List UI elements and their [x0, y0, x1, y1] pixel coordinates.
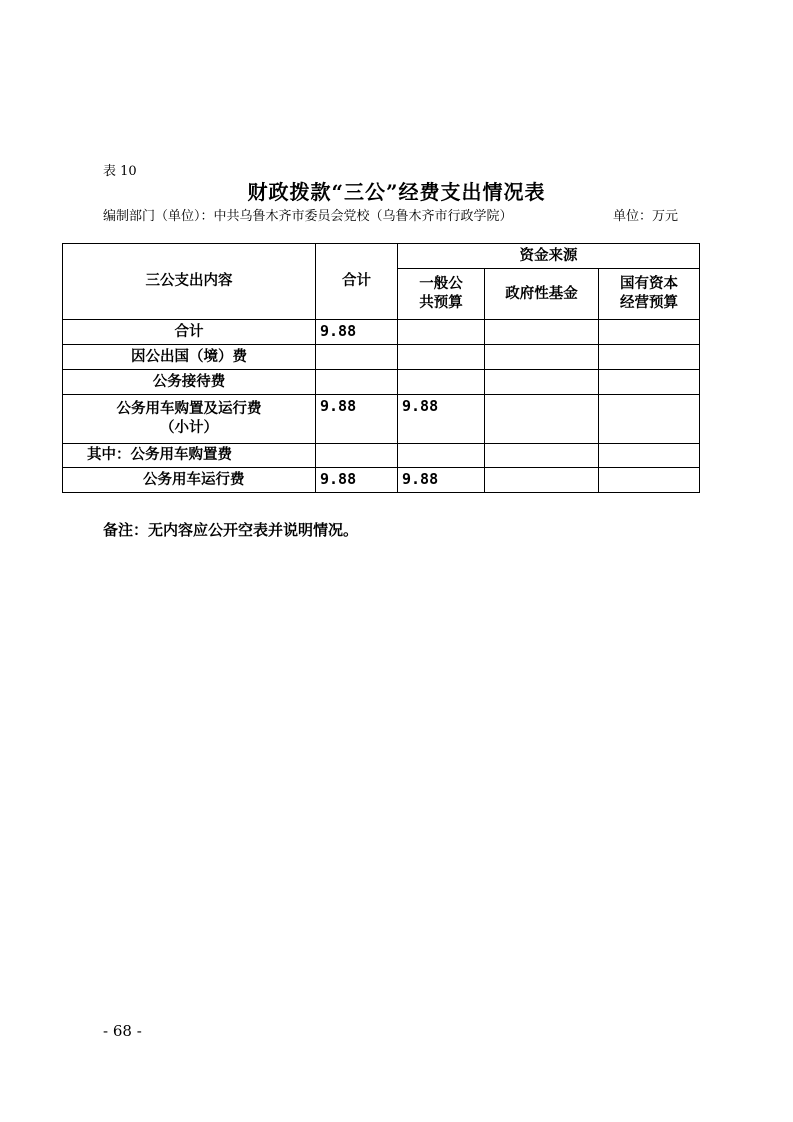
header-item: 三公支出内容 [63, 244, 316, 320]
row-total [316, 444, 398, 468]
row-label: 公务接待费 [63, 370, 316, 395]
header-general-line-2: 共预算 [419, 295, 463, 311]
header-general-line-1: 一般公 [419, 276, 463, 292]
row-fund [485, 345, 599, 370]
row-fund [485, 320, 599, 345]
header-state-line-2: 经营预算 [620, 295, 678, 311]
row-fund [485, 370, 599, 395]
row-general [398, 345, 485, 370]
row-general [398, 320, 485, 345]
row-label: 因公出国（境）费 [63, 345, 316, 370]
row-label: 其中：公务用车购置费 [63, 444, 316, 468]
row-general: 9.88 [398, 395, 485, 444]
row-fund [485, 468, 599, 493]
page-number: - 68 - [103, 1022, 142, 1040]
compiler-label: 编制部门（单位）：中共乌鲁木齐市委员会党校（乌鲁木齐市行政学院） [103, 209, 513, 224]
row-total: 9.88 [316, 320, 398, 345]
row-state [599, 345, 700, 370]
row-state [599, 395, 700, 444]
row-label: 合计 [63, 320, 316, 345]
table-row [63, 444, 700, 468]
row-general [398, 444, 485, 468]
row-label: 公务用车运行费 [63, 468, 316, 493]
table-row [63, 320, 700, 345]
row-state [599, 444, 700, 468]
row-total: 9.88 [316, 395, 398, 444]
header-total: 合计 [316, 244, 398, 320]
table-row [63, 370, 700, 395]
row-fund [485, 395, 599, 444]
unit-label: 单位：万元 [612, 209, 678, 224]
row-state [599, 320, 700, 345]
table-row [63, 345, 700, 370]
header-state-capital [599, 269, 700, 320]
row-total: 9.88 [316, 468, 398, 493]
expenditure-table [62, 243, 700, 493]
row-state [599, 370, 700, 395]
page-title: 财政拨款“三公”经费支出情况表 [247, 180, 546, 204]
row-state [599, 468, 700, 493]
footnote: 备注：无内容应公开空表并说明情况。 [103, 521, 359, 539]
row-label-line-1: 公务用车购置及运行费 [116, 401, 262, 417]
row-total [316, 345, 398, 370]
table-number: 表 10 [103, 164, 137, 179]
meta-row [103, 205, 678, 224]
row-fund [485, 444, 599, 468]
header-state-line-1: 国有资本 [620, 276, 678, 292]
row-label-line-2: （小计） [160, 420, 218, 436]
row-general [398, 370, 485, 395]
table-row [63, 468, 700, 493]
header-gov-fund: 政府性基金 [485, 269, 599, 320]
header-source: 资金来源 [398, 244, 700, 269]
header-general-budget [398, 269, 485, 320]
row-total [316, 370, 398, 395]
row-general: 9.88 [398, 468, 485, 493]
table-row [63, 395, 700, 444]
row-label [63, 395, 316, 444]
